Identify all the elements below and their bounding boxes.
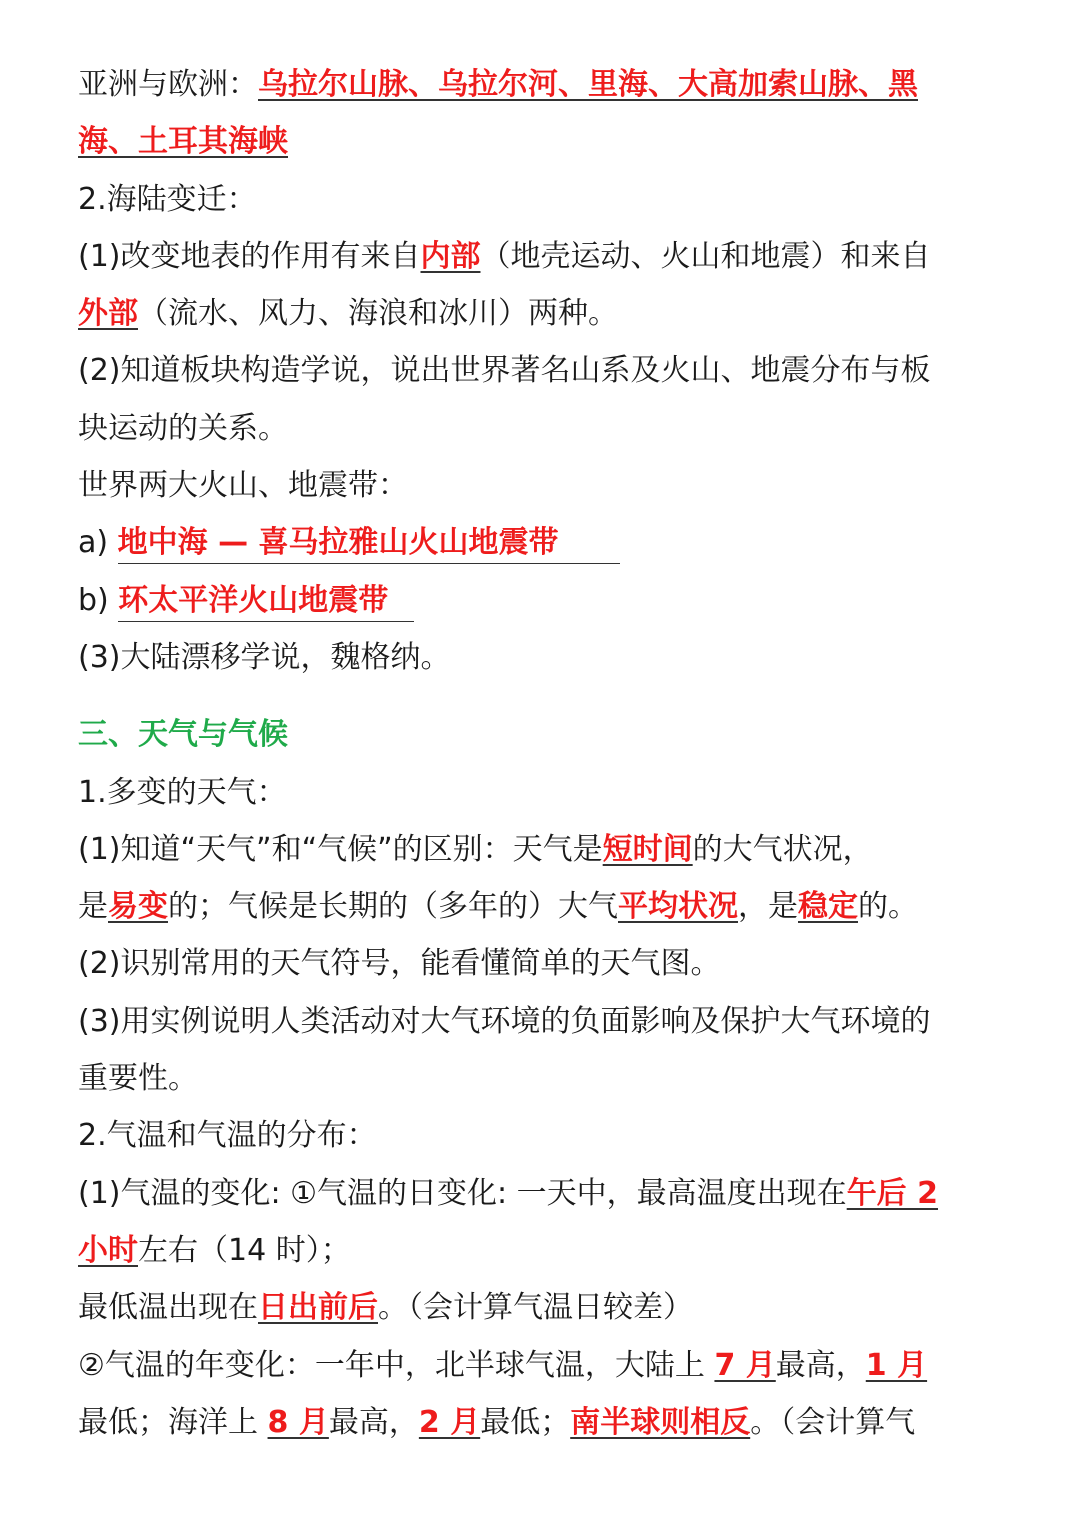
- list-marker: b): [78, 582, 119, 618]
- answer-short-time: 短时间: [602, 831, 693, 867]
- text-line: [78, 228, 1002, 285]
- text: （流水、风力、海浪和冰川）两种。: [138, 296, 618, 332]
- label-asia-europe: 亚洲与欧洲：: [78, 67, 258, 102]
- text: 2.气温和气温的分布：: [78, 1118, 377, 1154]
- answer-external: 外部: [78, 296, 138, 332]
- answer-afternoon-2: 午后 2: [846, 1175, 939, 1211]
- answer-boundary-list: 乌拉尔山脉、乌拉尔河、里海、大高加索山脉、黑: [258, 67, 918, 102]
- text: 。（会计算气: [750, 1404, 916, 1440]
- text-line: [78, 56, 1002, 113]
- section-heading: 三、天气与气候: [78, 717, 288, 753]
- text-line: [78, 878, 1002, 935]
- answer-february: 2 月: [418, 1404, 481, 1440]
- text: (2)知道板块构造学说，说出世界著名山系及火山、地震分布与板: [78, 353, 931, 389]
- answer-internal: 内部: [420, 238, 481, 274]
- text: 是: [78, 889, 108, 925]
- text: 。（会计算气温日较差）: [378, 1290, 693, 1326]
- answer-mediterranean-himalaya: 地中海 — 喜马拉雅山火山地震带: [117, 525, 559, 561]
- text: 1.多变的天气：: [78, 774, 287, 810]
- text-line: [78, 457, 1002, 514]
- answer-changeable: 易变: [108, 889, 168, 925]
- answer-january: 1 月: [865, 1347, 928, 1383]
- text: (1)改变地表的作用有来自: [78, 238, 421, 274]
- answer-boundary-list-cont: 海、土耳其海峡: [78, 124, 288, 160]
- text: 的。: [858, 889, 918, 925]
- text-line: [78, 935, 1002, 992]
- subheading-sea-land: [78, 171, 1002, 228]
- text-line: [78, 400, 1002, 457]
- text-line: [78, 342, 1002, 399]
- text: (1)知道“天气”和“气候”的区别：天气是: [78, 831, 603, 867]
- answer-hour: 小时: [78, 1232, 138, 1268]
- text: 2.海陆变迁：: [78, 181, 257, 217]
- text: (2)识别常用的天气符号，能看懂简单的天气图。: [78, 946, 721, 982]
- answer-average-state: 平均状况: [618, 889, 738, 925]
- answer-august: 8 月: [267, 1404, 329, 1440]
- text: (1)气温的变化: ①气温的日变化: 一天中，最高温度出现在: [78, 1175, 847, 1211]
- text: 最高，: [775, 1347, 866, 1383]
- text: 的；气候是长期的（多年的）大气: [168, 889, 618, 925]
- text-line: [78, 1279, 1002, 1336]
- text-line: [78, 1165, 1002, 1222]
- text: 最高，: [328, 1404, 419, 1440]
- text-line: [78, 285, 1002, 342]
- subheading-weather: [78, 764, 1002, 821]
- text-line: [78, 1050, 1002, 1107]
- answer-southern-opposite: 南半球则相反: [570, 1404, 751, 1440]
- answer-blank: [118, 581, 414, 622]
- text: (3)大陆漂移学说，魏格纳。: [78, 639, 451, 675]
- text: 世界两大火山、地震带：: [78, 468, 408, 504]
- text: 的大气状况，: [692, 831, 873, 867]
- list-item: [78, 572, 1002, 629]
- text-line: [78, 113, 1002, 170]
- text-line: [78, 1222, 1002, 1279]
- text-line: [78, 1394, 1002, 1451]
- text: 最低；: [480, 1404, 571, 1440]
- text-line: [78, 629, 1002, 686]
- text: (3)用实例说明人类活动对大气环境的负面影响及保护大气环境的: [78, 1003, 931, 1039]
- list-marker: a): [78, 525, 118, 561]
- answer-july: 7 月: [714, 1347, 776, 1383]
- text: ②气温的年变化：一年中，北半球气温，大陆上: [78, 1347, 715, 1383]
- text: 重要性。: [78, 1061, 198, 1097]
- text: ，是: [738, 889, 798, 925]
- text-line: [78, 1337, 1002, 1394]
- text: 最低温出现在: [78, 1290, 258, 1326]
- answer-blank: [118, 523, 620, 564]
- text: （地壳运动、火山和地震）和来自: [480, 238, 931, 274]
- answer-circum-pacific: 环太平洋火山地震带: [118, 582, 389, 618]
- text: 最低；海洋上: [78, 1404, 268, 1440]
- text-line: [78, 993, 1002, 1050]
- text-line: [78, 821, 1002, 878]
- subheading-temperature: [78, 1107, 1002, 1164]
- answer-stable: 稳定: [798, 889, 858, 925]
- text: 左右（14 时）；: [138, 1232, 351, 1268]
- list-item: [78, 514, 1002, 571]
- text: 块运动的关系。: [78, 410, 288, 446]
- answer-before-sunrise: 日出前后: [258, 1290, 378, 1326]
